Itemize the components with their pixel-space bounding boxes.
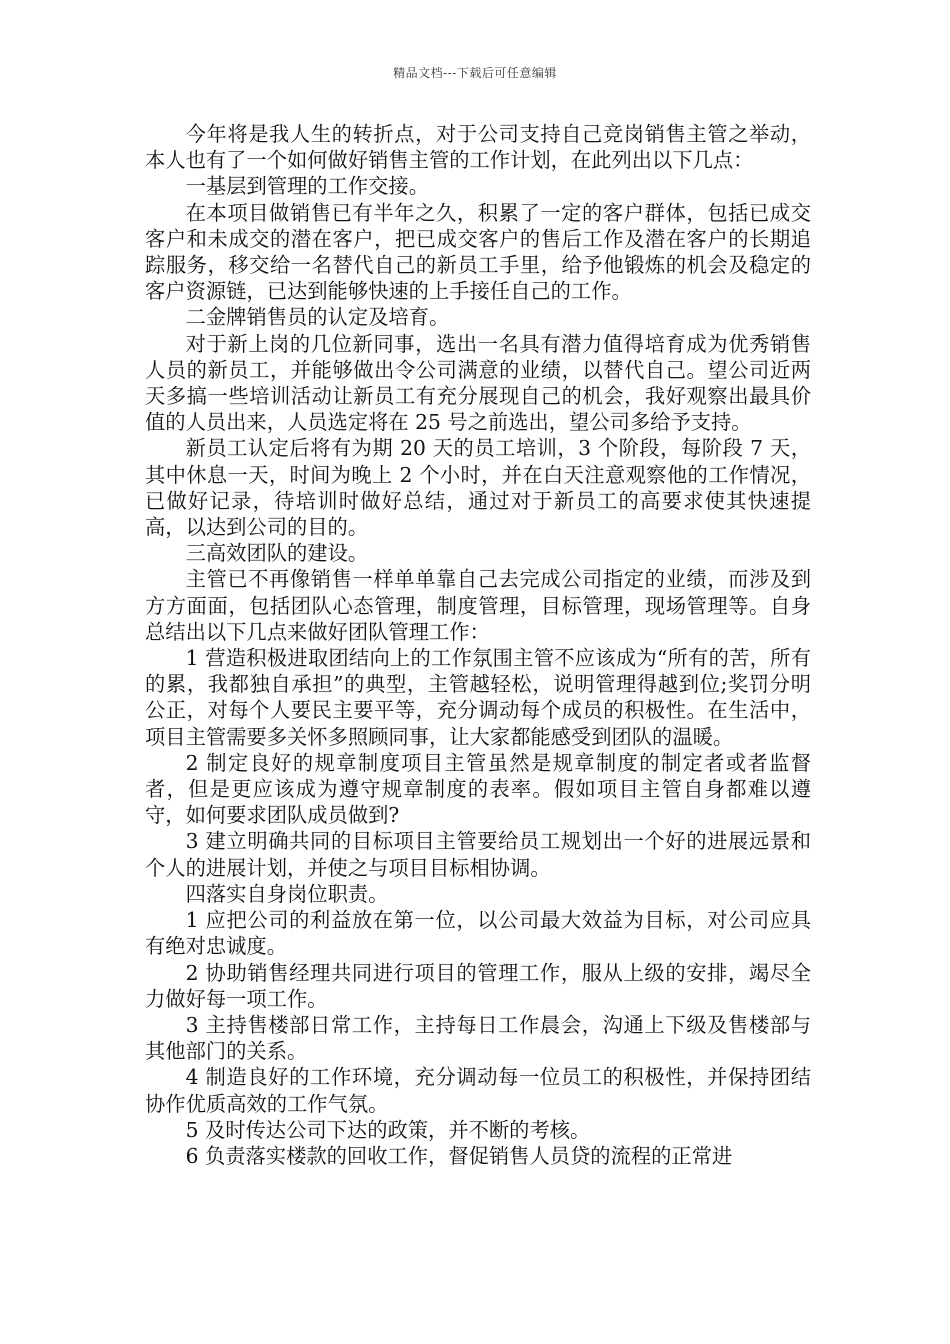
list-item: 1 营造积极进取团结向上的工作氛围主管不应该成为“所有的苦，所有的累，我都独自承担”的典型，主管越轻松，说明管理得越到位;奖罚分明公正，对每个人要民主要平等，充分调动每个成员的积极性。在生活中，项目主管需要多关怀多照顾同事，让大家都能感受到团队的温暖。 — [145, 646, 811, 749]
paragraph: 主管已不再像销售一样单单靠自己去完成公司指定的业绩，而涉及到方方面面，包括团队心态管理，制度管理，目标管理，现场管理等。自身总结出以下几点来做好团队管理工作： — [145, 567, 811, 644]
list-item: 3 主持售楼部日常工作，主持每日工作晨会，沟通上下级及售楼部与其他部门的关系。 — [145, 1012, 811, 1064]
section-heading-3: 三高效团队的建设。 — [185, 541, 369, 566]
paragraph: 新员工认定后将有为期 20 天的员工培训，3 个阶段，每阶段 7 天，其中休息一天，时间为晚上 2 个小时，并在白天注意观察他的工作情况，已做好记录，待培训时做好总结，通过对于新员工的高要求使其快速提高，以达到公司的目的。 — [145, 436, 811, 540]
list-item: 1 应把公司的利益放在第一位，以公司最大效益为目标，对公司应具有绝对忠诚度。 — [145, 908, 811, 959]
section-heading-1: 一基层到管理的工作交接。 — [185, 174, 429, 199]
section-heading-4: 四落实自身岗位职责。 — [185, 881, 389, 906]
section-heading-2: 二金牌销售员的认定及培育。 — [185, 305, 450, 330]
list-item: 5 及时传达公司下达的政策，并不断的考核。 — [185, 1117, 591, 1142]
list-item: 2 制定良好的规章制度项目主管虽然是规章制度的制定者或者监督者，但是更应该成为遵守规章制度的表率。假如项目主管自身都难以遵守，如何要求团队成员做到? — [145, 750, 811, 828]
paragraph: 在本项目做销售已有半年之久，积累了一定的客户群体，包括已成交客户和未成交的潜在客户，把已成交客户的售后工作及潜在客户的长期追踪服务，移交给一名替代自己的新员工手里，给予他锻炼的机会及稳定的客户资源链，已达到能够快速的上手接任自己的工作。 — [145, 200, 811, 304]
list-item: 4 制造良好的工作环境，充分调动每一位员工的积极性，并保持团结协作优质高效的工作气氛。 — [145, 1065, 811, 1116]
paragraph-intro: 今年将是我人生的转折点，对于公司支持自己竞岗销售主管之举动，本人也有了一个如何做好销售主管的工作计划，在此列出以下几点： — [145, 122, 811, 173]
list-item: 3 建立明确共同的目标项目主管要给员工规划出一个好的进展远景和个人的进展计划，并使之与项目目标相协调。 — [145, 829, 811, 880]
list-item: 6 负责落实楼款的回收工作，督促销售人员贷的流程的正常进 — [185, 1143, 733, 1168]
document-body — [145, 121, 811, 1169]
paragraph: 对于新上岗的几位新同事，选出一名具有潜力值得培育成为优秀销售人员的新员工，并能够做出令公司满意的业绩，以替代自己。望公司近两天多搞一些培训活动让新员工有充分展现自己的机会，我好观察出最具价值的人员出来，人员选定将在 25 号之前选出，望公司多给予支持。 — [145, 331, 811, 435]
page-header: 精品文档---下载后可任意编辑 — [393, 66, 557, 80]
list-item: 2 协助销售经理共同进行项目的管理工作，服从上级的安排，竭尽全力做好每一项工作。 — [145, 960, 811, 1011]
